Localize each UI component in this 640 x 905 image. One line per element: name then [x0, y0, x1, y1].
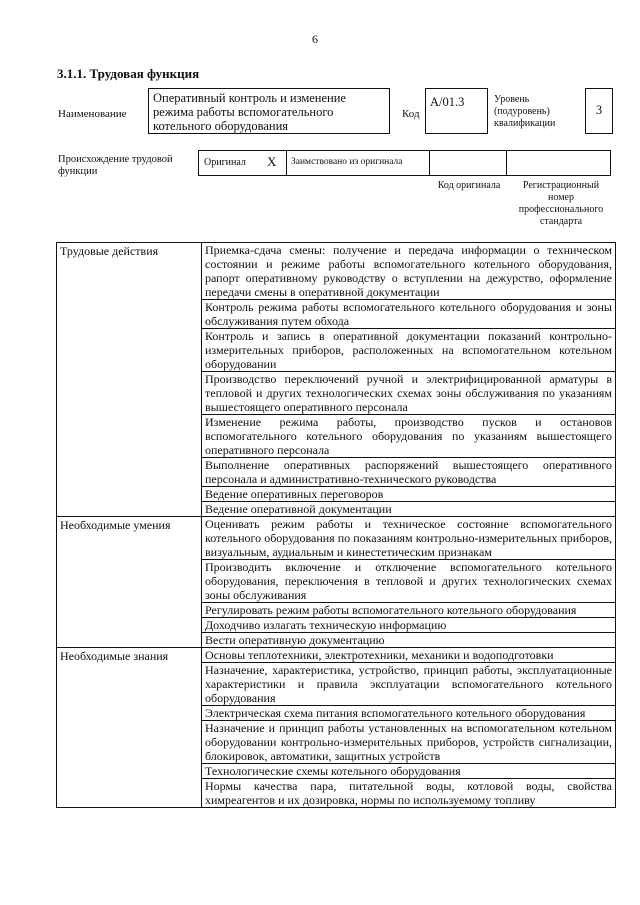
- code-value: A/01.3: [430, 95, 465, 109]
- level-value: 3: [595, 103, 603, 117]
- original-code-label: Код оригинала: [437, 180, 501, 191]
- borrowed-cell: [287, 151, 430, 175]
- table-cell: Контроль режима работы вспомогательного котельного оборудования и зоны обслуживания путем обхода: [202, 300, 616, 329]
- table-cell: Оценивать режим работы и техническое состояние вспомогательного котельного оборудования по показаниям контрольно-измерительных приборов, визуальным, аудиальным и кинестетическим признакам: [202, 517, 616, 560]
- origin-row: [198, 150, 611, 176]
- table-cell: Выполнение оперативных распоряжений вышестоящего оперативного персонала и административно-технического руководства: [202, 458, 616, 487]
- table-cell: Ведение оперативных переговоров: [202, 487, 616, 502]
- section-title-skills: Необходимые умения: [57, 517, 202, 648]
- original-cell: [199, 151, 287, 175]
- table-cell: Производить включение и отключение вспомогательного котельного оборудования, переключения в тепловой и других технологических схемах зоны обслуживания: [202, 560, 616, 603]
- level-label: Уровень (подуровень) квалификации: [494, 94, 556, 129]
- table-cell: Нормы качества пара, питательной воды, котловой воды, свойства химреагентов и их дозировка, нормы по используемому топливу: [202, 779, 616, 808]
- table-row: [57, 517, 616, 560]
- table-cell: Назначение, характеристика, устройство, принцип работы, эксплуатационные характеристики и правила эксплуатации вспомогательного котельного оборудования: [202, 663, 616, 706]
- reg-number-cell: [507, 151, 610, 175]
- competency-table: [56, 242, 616, 808]
- origin-label: Происхождение трудовой функции: [58, 154, 173, 177]
- table-cell: Приемка-сдача смены: получение и передача информации о техническом состоянии и режиме работы вспомогательного котельного оборудования, рапорт оперативному руководству о вступлении на дежурство, оформление передачи смены в оперативной документации: [202, 243, 616, 300]
- table-cell: Регулировать режим работы вспомогательного котельного оборудования: [202, 603, 616, 618]
- code-label: Код: [402, 108, 420, 120]
- table-cell: Изменение режима работы, производство пусков и остановов вспомогательного котельного оборудования по указаниям вышестоящего оперативного персонала: [202, 415, 616, 458]
- level-box: [585, 88, 613, 134]
- original-label: Оригинал: [204, 157, 246, 168]
- page-number: 6: [312, 32, 318, 46]
- table-cell: Ведение оперативной документации: [202, 502, 616, 517]
- table-row: [57, 243, 616, 300]
- code-box: [425, 88, 488, 134]
- table-cell: Вести оперативную документацию: [202, 633, 616, 648]
- original-mark: X: [267, 154, 277, 169]
- table-cell: Назначение и принцип работы установленных на вспомогательном котельном оборудовании контрольно-измерительных приборов, устройств сигнализации, блокировок, автоматики, защитных устройств: [202, 721, 616, 764]
- table-cell: Технологические схемы котельного оборудования: [202, 764, 616, 779]
- function-name: Оперативный контроль и изменение режима работы вспомогательного котельного оборудования: [153, 91, 346, 133]
- reg-number-label: Регистрационный номер профессионального стандарта: [518, 180, 604, 227]
- table-cell: Электрическая схема питания вспомогательного котельного оборудования: [202, 706, 616, 721]
- section-title-knowledge: Необходимые знания: [57, 648, 202, 808]
- section-title: 3.1.1. Трудовая функция: [57, 66, 200, 81]
- original-code-cell: [430, 151, 507, 175]
- table-cell: Производство переключений ручной и электрифицированной арматуры в тепловой и других технологических схемах зоны обслуживания по указаниям вышестоящего оперативного персонала: [202, 372, 616, 415]
- table-row: [57, 648, 616, 663]
- table-cell: Контроль и запись в оперативной документации показаний контрольно-измерительных приборов, расположенных на вспомогательном котельном оборудовании: [202, 329, 616, 372]
- borrowed-label: Заимствовано из оригинала: [291, 157, 403, 167]
- table-cell: Доходчиво излагать техническую информацию: [202, 618, 616, 633]
- function-name-box: [148, 88, 390, 134]
- table-cell: Основы теплотехники, электротехники, механики и водоподготовки: [202, 648, 616, 663]
- name-label: Наименование: [58, 108, 127, 120]
- section-title-actions: Трудовые действия: [57, 243, 202, 517]
